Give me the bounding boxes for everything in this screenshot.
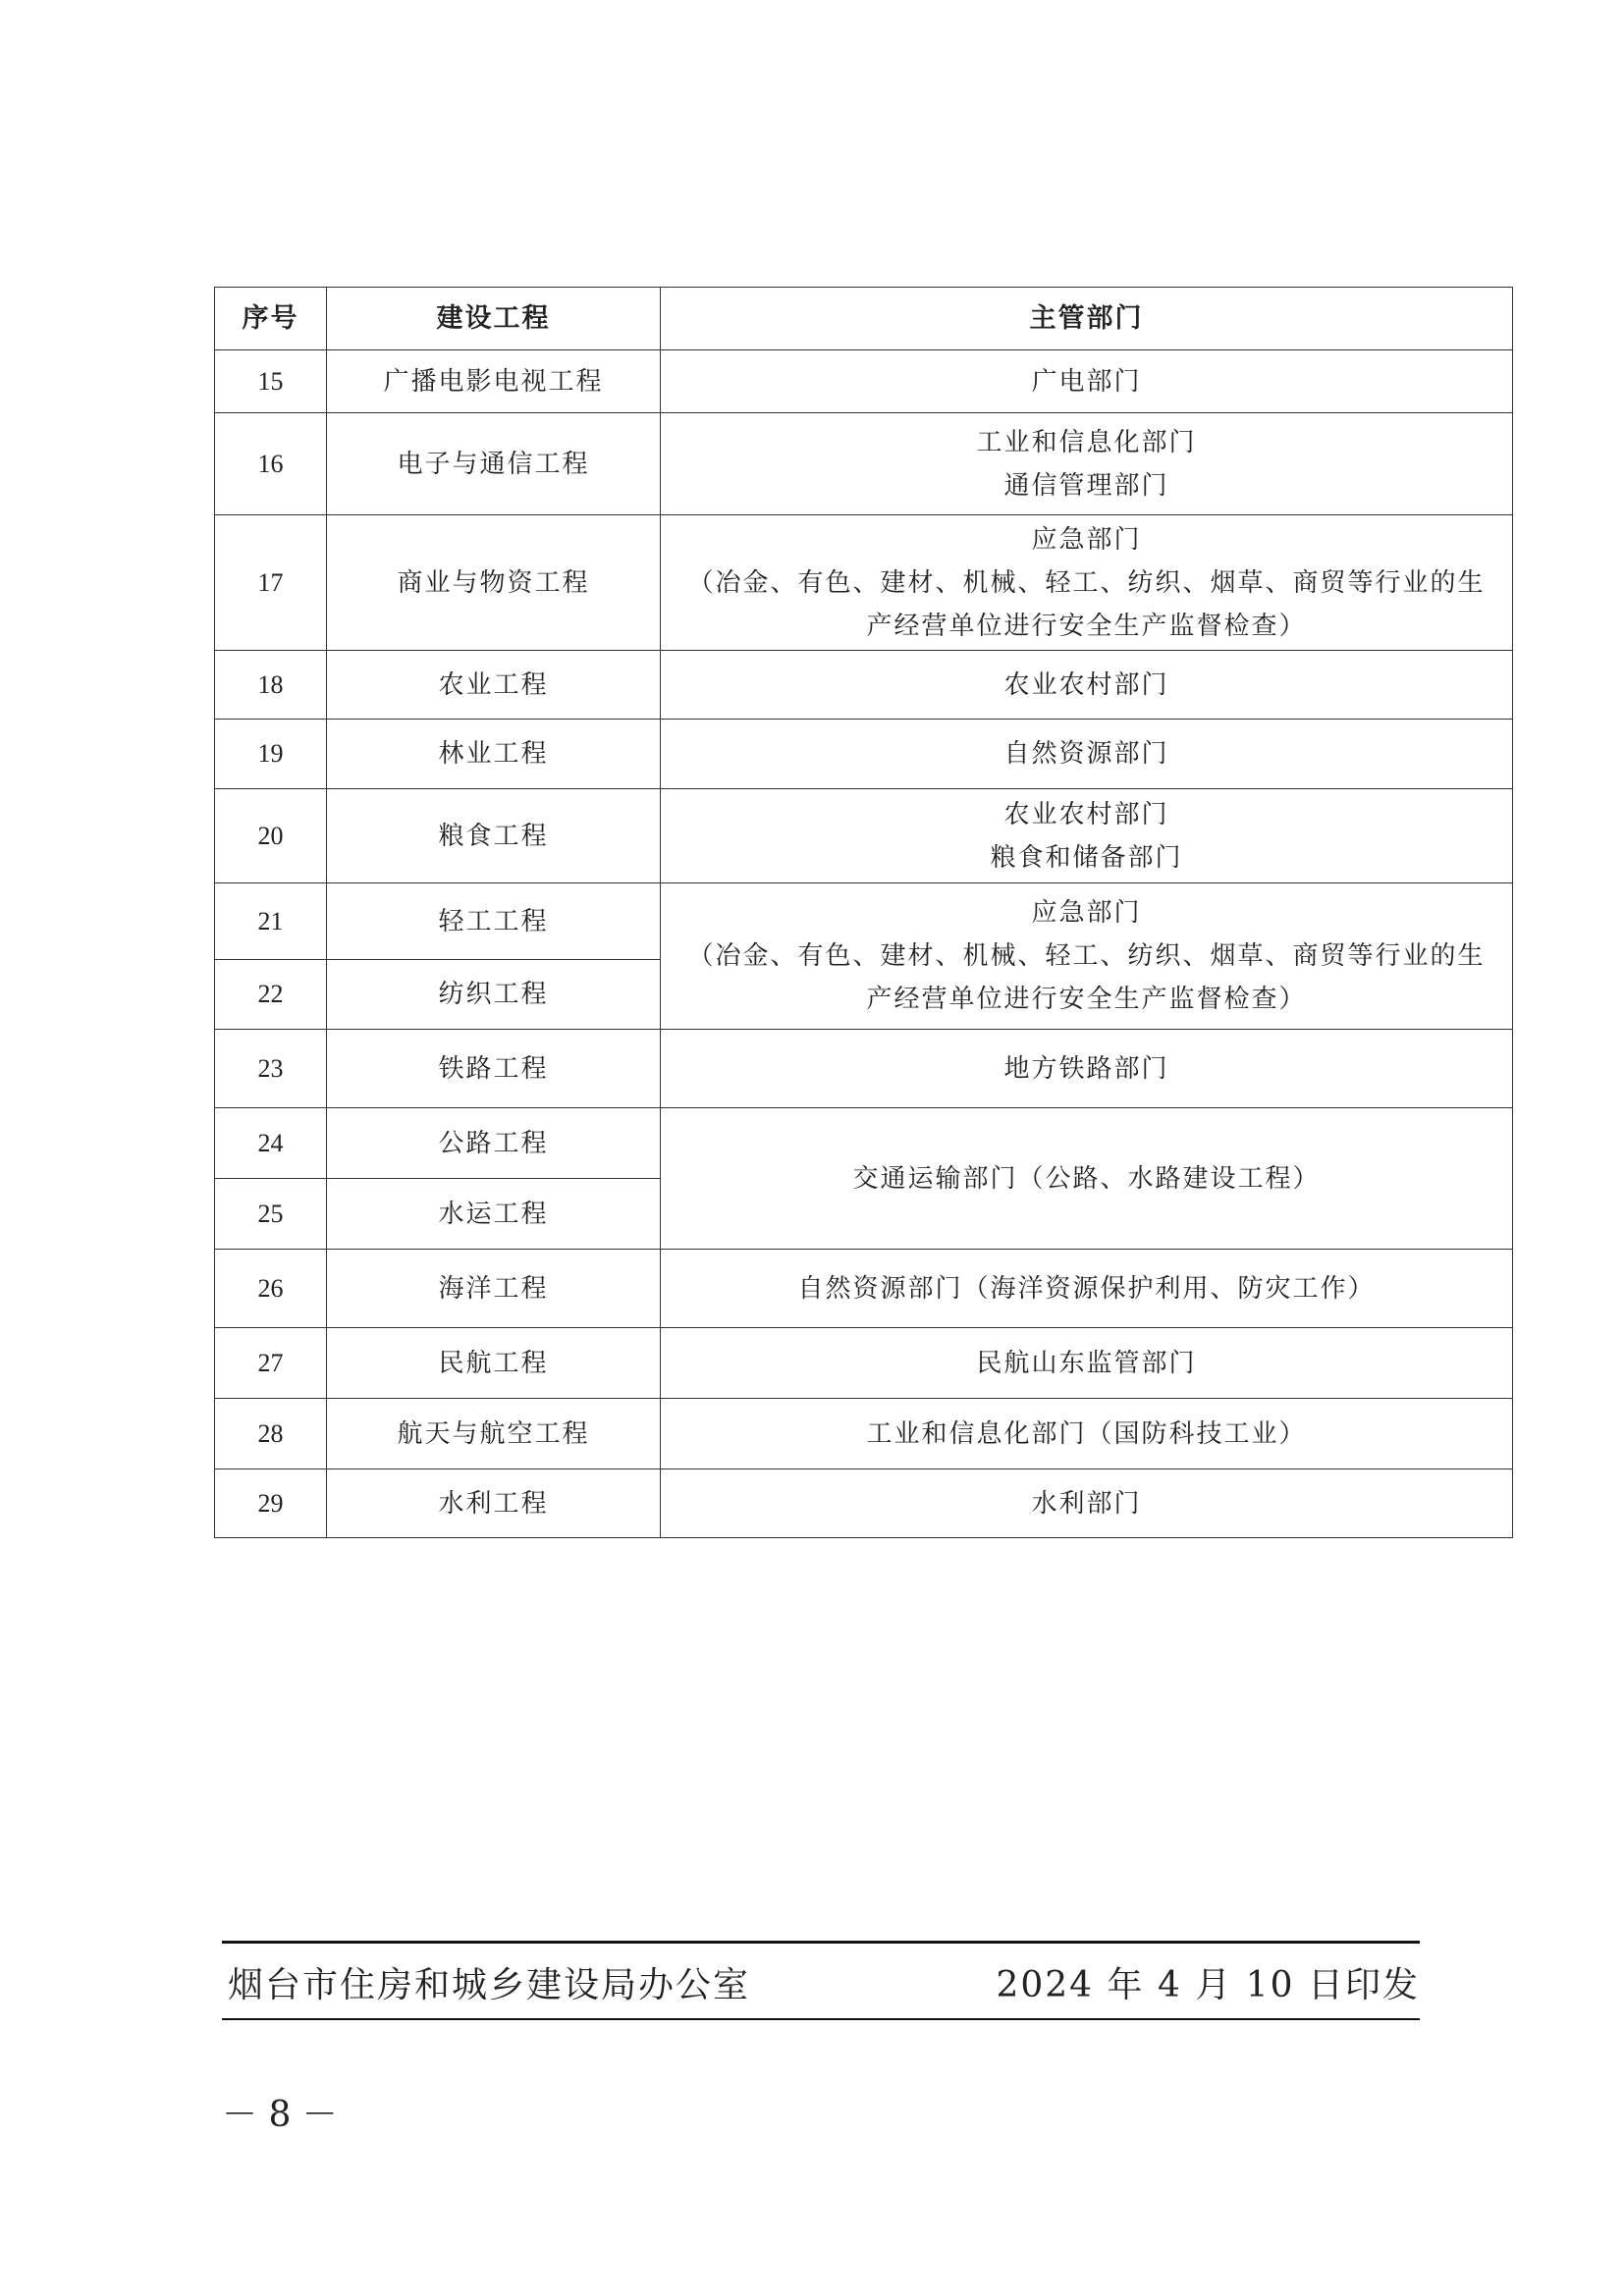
- row-project: 轻工工程: [327, 883, 661, 960]
- table-row: [215, 789, 1513, 883]
- table-row: [215, 1469, 1513, 1538]
- row-project: 林业工程: [327, 720, 661, 789]
- header-project: 建设工程: [327, 288, 661, 350]
- department-line: 农业农村部门: [1003, 799, 1169, 829]
- department-line: 广电部门: [1031, 366, 1142, 397]
- row-project: 电子与通信工程: [327, 413, 661, 515]
- department-line: 自然资源部门（海洋资源保护利用、防灾工作）: [797, 1273, 1376, 1304]
- row-department: [661, 1328, 1513, 1399]
- table-row: [215, 1328, 1513, 1399]
- row-serial: 24: [215, 1108, 327, 1179]
- department-line: 产经营单位进行安全生产监督检查）: [866, 611, 1307, 641]
- row-project: 纺织工程: [327, 960, 661, 1030]
- department-line: 应急部门: [1031, 898, 1142, 928]
- department-line: 交通运输部门（公路、水路建设工程）: [852, 1163, 1321, 1194]
- department-line: 粮食和储备部门: [990, 842, 1183, 873]
- row-department: [661, 1250, 1513, 1328]
- department-line: 农业农村部门: [1003, 669, 1169, 700]
- row-serial: 21: [215, 883, 327, 960]
- table-row: [215, 350, 1513, 413]
- row-project: 商业与物资工程: [327, 515, 661, 651]
- table-row: [215, 515, 1513, 651]
- row-department: [661, 413, 1513, 515]
- row-serial: 26: [215, 1250, 327, 1328]
- department-line: （冶金、有色、建材、机械、轻工、纺织、烟草、商贸等行业的生: [687, 567, 1486, 598]
- department-table: [214, 287, 1513, 1538]
- row-department: [661, 651, 1513, 720]
- row-serial: 20: [215, 789, 327, 883]
- row-department: [661, 720, 1513, 789]
- department-line: 产经营单位进行安全生产监督检查）: [866, 985, 1307, 1014]
- department-line: （冶金、有色、建材、机械、轻工、纺织、烟草、商贸等行业的生: [687, 941, 1486, 971]
- row-project: 水利工程: [327, 1469, 661, 1538]
- row-serial: 19: [215, 720, 327, 789]
- row-project: 粮食工程: [327, 789, 661, 883]
- row-department: [661, 1469, 1513, 1538]
- table-row: [215, 720, 1513, 789]
- row-serial: 29: [215, 1469, 327, 1538]
- row-department: [661, 1030, 1513, 1108]
- table-header-row: [215, 288, 1513, 350]
- row-serial: 25: [215, 1179, 327, 1250]
- row-project: 公路工程: [327, 1108, 661, 1179]
- header-department: 主管部门: [661, 288, 1513, 350]
- row-serial: 18: [215, 651, 327, 720]
- table-row: [215, 1399, 1513, 1469]
- department-line: 工业和信息化部门（国防科技工业）: [866, 1418, 1307, 1449]
- row-department: [661, 789, 1513, 883]
- department-line: 通信管理部门: [1003, 470, 1169, 501]
- row-serial: 16: [215, 413, 327, 515]
- row-serial: 22: [215, 960, 327, 1030]
- issuance-footer: [222, 1941, 1420, 2020]
- department-line: 应急部门: [1031, 524, 1142, 555]
- department-line: 民航山东监管部门: [976, 1348, 1197, 1378]
- row-project: 海洋工程: [327, 1250, 661, 1328]
- table-row: [215, 651, 1513, 720]
- row-project: 水运工程: [327, 1179, 661, 1250]
- row-project: 农业工程: [327, 651, 661, 720]
- department-line: 工业和信息化部门: [976, 427, 1197, 457]
- table-row: [215, 1250, 1513, 1328]
- row-department: [661, 350, 1513, 413]
- row-project: 民航工程: [327, 1328, 661, 1399]
- department-line: 地方铁路部门: [1003, 1053, 1169, 1084]
- table-row: [215, 1108, 1513, 1179]
- department-line: 水利部门: [1031, 1488, 1142, 1519]
- row-project: 铁路工程: [327, 1030, 661, 1108]
- row-project: 广播电影电视工程: [327, 350, 661, 413]
- row-serial: 23: [215, 1030, 327, 1108]
- page-number: － 8 －: [222, 2095, 338, 2135]
- row-serial: 27: [215, 1328, 327, 1399]
- row-department: [661, 1108, 1513, 1250]
- table-row: [215, 413, 1513, 515]
- row-serial: 15: [215, 350, 327, 413]
- row-project: 航天与航空工程: [327, 1399, 661, 1469]
- row-department: [661, 883, 1513, 1030]
- issue-date: 2024 年 4 月 10 日印发: [996, 1965, 1420, 2005]
- header-serial: 序号: [215, 288, 327, 350]
- row-department: [661, 515, 1513, 651]
- row-serial: 17: [215, 515, 327, 651]
- row-department: [661, 1399, 1513, 1469]
- department-line: 自然资源部门: [1003, 739, 1169, 769]
- issuer-name: 烟台市住房和城乡建设局办公室: [228, 1965, 751, 2005]
- table-row: [215, 1030, 1513, 1108]
- row-serial: 28: [215, 1399, 327, 1469]
- table-row: [215, 883, 1513, 960]
